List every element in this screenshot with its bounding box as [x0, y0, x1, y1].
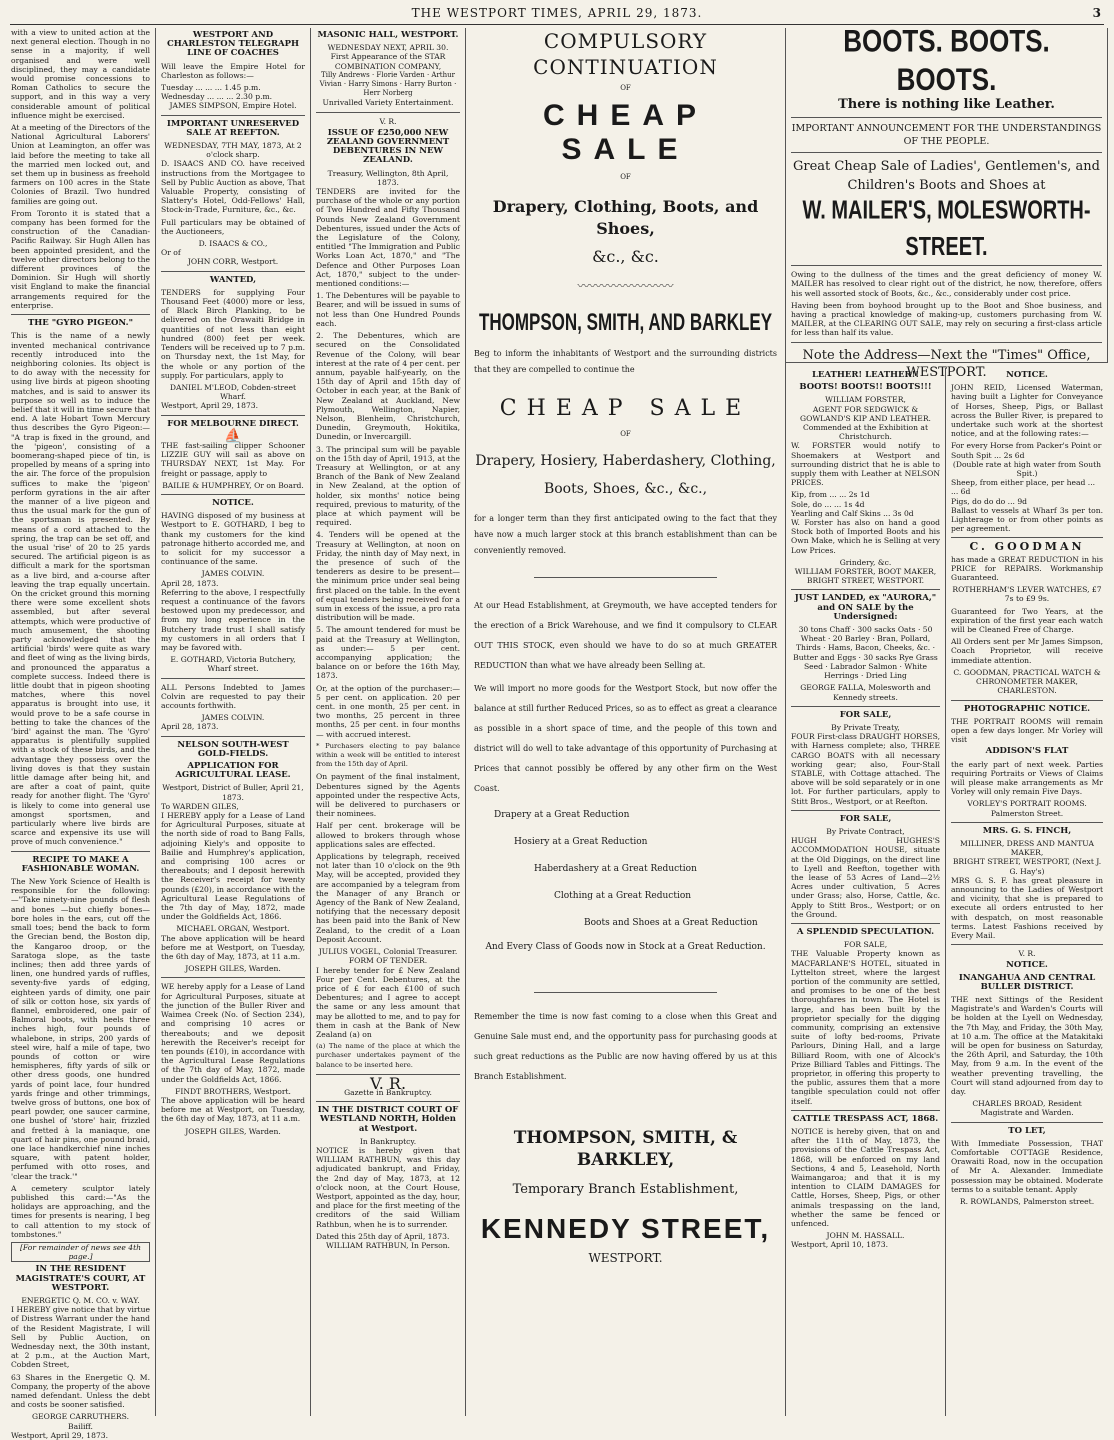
- ad-subtitle: By Private Contract,: [826, 826, 905, 836]
- condition: Or, at the option of the purchaser:— 5 per cent. on application. 20 per cent. in one month, 25 per cent. in two months, 25 percent in three months, 25 per cent. in four months — with accrued interest.: [316, 683, 460, 739]
- ad-signature: VORLEY'S PORTRAIT ROOMS. Palmerston Street.: [967, 799, 1087, 818]
- ad-body: THE fast-sailing clipper Schooner LIZZIE GUY will sail as above on THURSDAY NEXT, 1st May. For freight or passage, apply to: [161, 440, 305, 478]
- ad-subtitle: Grindery, &c.: [839, 557, 892, 567]
- ad-body: Referring to the above, I respectfully request a continuance of the favors bestowed upon my predecessor, and from my long experience in the Butchery trade trust I shall satisfy my customers in all orders that I may be favored with.: [161, 587, 305, 652]
- ad-heading: NOTICE.: [1006, 960, 1048, 971]
- rate-row: For every Horse from Packer's Point or South Spit ... 2s 6d: [951, 441, 1102, 460]
- ad-signature: WILLIAM RATHBUN, In Person.: [326, 1240, 450, 1250]
- ad-connector: OF: [620, 84, 631, 92]
- price-row: Sole, do ... ... 1s 4d: [791, 499, 865, 509]
- reduction-item: Drapery at a Great Reduction: [494, 809, 630, 820]
- ad-heading: FOR SALE,: [839, 813, 892, 824]
- ad-signature: FINDT BROTHERS, Westport.: [175, 1086, 291, 1096]
- ad-body: I hereby tender for £ New Zealand Four per Cent. Debentures, at the price of £ for each £100 of such Debentures; and I agree to accept the same or any less amount that may be allotted to me, and to pay for them in cash at the Bank of New Zealand (a) on: [316, 965, 460, 1039]
- ad-heading: Drapery, Clothing, Boots, and Shoes,: [492, 197, 759, 239]
- condition: 1. The Debentures will be payable to Bearer, and will be issued in sums of not less than One Hundred Pounds each.: [316, 291, 460, 328]
- ad-body: NOTICE is hereby given, that on and after the 11th of May, 1873, the provisions of the Cattle Trespass Act, 1868, will be enforced on my land Sections, 4 and 5, Leasehold, North Waimangaroa; and that it is my intention to CLAIM DAMAGES for Cattle, Horses, Sheep, Pigs, or other animals trespassing on the land, whether the same be fenced or unfenced.: [791, 1127, 940, 1229]
- ad-signature: R. ROWLANDS, Palmerston street.: [959, 1197, 1095, 1207]
- article-heading: RECIPE TO MAKE A FASHIONABLE WOMAN.: [21, 854, 140, 874]
- ad-date: WEDNESDAY, 7TH MAY, 1873, At 2 o'clock sharp.: [164, 141, 302, 160]
- ad-body: THE PORTRAIT ROOMS will remain open a few days longer. Mr Vorley will visit: [951, 716, 1103, 745]
- condition: 5. The amount tendered for must be paid at the Treasury at Wellington, as under:— 5 per cent. accompanying application; the balance on or before the 16th May, 1873.: [316, 625, 460, 681]
- column-cheap-sale-ad: [466, 28, 786, 1416]
- ad-heading: FOR SALE,: [839, 709, 892, 720]
- ad-signature: JAMES COLVIN.: [201, 569, 265, 579]
- royal-cipher: V. R.: [1018, 949, 1036, 959]
- ad-date: Westport, April 10, 1873.: [791, 1240, 889, 1250]
- ad-signature: D. ISAACS & CO.,: [198, 239, 268, 249]
- ad-heading: FOR MELBOURNE DIRECT.: [167, 418, 299, 429]
- signature: GEORGE CARRUTHERS.: [32, 1412, 129, 1422]
- ad-heading: CHEAP SALE: [499, 395, 752, 421]
- ad-heading: NOTICE.: [1006, 370, 1048, 380]
- firm-name: THOMPSON, SMITH, & BARKLEY,: [513, 1128, 738, 1171]
- ad-body: has made a GREAT REDUCTION in his PRICE for REPAIRS. Workmanship Guaranteed.: [951, 554, 1103, 583]
- ad-body: HUGH HUGHES'S ACCOMMODATION HOUSE, situate at the Old Diggings, on the direct line to Lyell and Reefton, together with the lease of 53 Acres of Land—2½ Acres under cultivation, 5 Acres under Grass; also, Horse, Cattle, &c. Apply to Stitt Bros., Westport; or on the Ground.: [791, 836, 940, 919]
- firm-name: THOMPSON, SMITH, AND BARKLEY: [478, 308, 773, 336]
- ad-heading: NOTICE.: [212, 497, 254, 508]
- ad-signature: JOHN CORR, Westport.: [187, 257, 279, 267]
- ad-text: Or of: [161, 248, 181, 258]
- price-row: Kip, from ... ... 2s 1d: [791, 490, 870, 500]
- reduction-item: Boots and Shoes at a Great Reduction: [584, 917, 758, 928]
- ad-heading: PHOTOGRAPHIC NOTICE.: [963, 703, 1091, 714]
- ad-heading: ISSUE OF £250,000 NEW ZEALAND GOVERNMENT DEBENTURES IN NEW ZEALAND.: [326, 127, 450, 166]
- ad-body: ALL Persons Indebted to James Colvin are requested to pay their accounts forthwith.: [161, 682, 305, 710]
- ad-heading: INANGAHUA AND CENTRAL BULLER DISTRICT.: [958, 972, 1096, 992]
- ad-heading: C. GOODMAN: [969, 540, 1085, 554]
- ad-body: At our Head Establishment, at Greymouth, we have accepted tenders for the erection of a Brick Warehouse, and we find it compulsory to CLEAR OUT THIS STOCK, even should we have to do so at much GREATER REDUCTION than what we have already been Selling at.: [474, 600, 777, 670]
- decorative-rule-icon: 〰〰〰〰〰〰〰〰: [577, 279, 674, 294]
- ad-body: the early part of next week. Parties requiring Portraits or Views of Claims will please make arrangements as Mr Vorley will only remain Five Days.: [951, 759, 1103, 797]
- ad-signature: JULIUS VOGEL, Colonial Treasurer.: [318, 947, 458, 957]
- ad-signature: BAILIE & HUMPHREY, Or on Board.: [162, 480, 304, 490]
- condition-note: * Purchasers electing to pay balance within a week will be entitled to interest from the 15th day of April.: [316, 741, 460, 769]
- reduction-item: Clothing at a Great Reduction: [554, 890, 692, 901]
- ad-heading: CATTLE TRESPASS ACT, 1868.: [792, 1113, 939, 1124]
- ad-heading: A SPLENDID SPECULATION.: [796, 926, 935, 937]
- ad-signature: WILLIAM FORSTER, BOOT MAKER, BRIGHT STREET, WESTPORT.: [794, 567, 937, 586]
- ad-body: THE Valuable Property known as MACFARLANE'S HOTEL, situated in Lyttelton street, where the largest portion of the community are settled, and promises to be one of the best thoroughfares in town. The Hotel is large, and has been built by the proprietor specially for the digging community, comprising an extensive suite of lofty bed-rooms, Private Parlours, Dining Hall, and a large Billiard Room, with one of Alcock's Prize Billiard Tables and Fittings. The proprietor, in offering this property to the public, assures them that a more tangible speculation could not offer itself.: [791, 949, 940, 1106]
- ad-name: WILLIAM FORSTER,: [825, 395, 906, 405]
- ad-heading: BOOTS! BOOTS!! BOOTS!!!: [799, 382, 932, 393]
- ad-body: Guaranteed for Two Years, at the expiration of the first year each watch will be Cleaned Free of Charge.: [951, 606, 1103, 635]
- rate-row: Ballast to vessels at Wharf 3s per ton. Lighterage to or from other points as per agreement.: [951, 505, 1103, 534]
- rate-row: (Double rate at high water from South Spit.): [952, 459, 1102, 479]
- price-row: Yearling and Calf Skins ... 3s 0d: [791, 508, 914, 518]
- ad-heading: IMPORTANT ANNOUNCEMENT FOR THE UNDERSTANDINGS OF THE PEOPLE.: [791, 123, 1102, 148]
- ad-heading: MRS. G. S. FINCH,: [982, 825, 1072, 836]
- royal-cipher: V. R.: [369, 1073, 407, 1093]
- column-ads-1: [156, 28, 311, 1416]
- ad-signature: MICHAEL ORGAN, Westport.: [176, 924, 290, 934]
- ad-heading: WESTPORT AND CHARLESTON TELEGRAPH LINE OF COACHES: [166, 30, 300, 59]
- ad-heading: BOOTS. BOOTS. BOOTS.: [843, 22, 1050, 98]
- ad-subtitle: Commended at the Exhibition at Christchurch.: [802, 423, 928, 442]
- ad-body: Will leave the Empire Hotel for Charleston as follows:—: [161, 61, 305, 80]
- ad-body: All Orders sent per Mr James Simpson, Coach Proprietor, will receive immediate attention.: [951, 637, 1103, 665]
- ad-body: We will import no more goods for the Westport Stock, but now offer the balance at still further Reduced Prices, so as to effect as great a clearance as possible in a short space of time, and the people of this town and district will do well to take advantage of this opportunity of Purchasing at Prices that cannot possibly be offered by any other firm on the West Coast.: [474, 683, 777, 793]
- ad-heading: WANTED,: [209, 274, 257, 285]
- article-body: A cemetery sculptor lately published this card:—"As the holidays are approaching, and the times for presents is nearing, I beg to call attention to my stock of tombstones.": [11, 1183, 150, 1239]
- ad-signature: GEORGE FALLA, Molesworth and Kennedy streets.: [800, 683, 931, 702]
- ad-subtitle: MILLINER, DRESS AND MANTUA MAKER,: [960, 838, 1094, 858]
- ad-heading: IMPORTANT UNRESERVED SALE AT REEFTON.: [166, 118, 300, 138]
- cast-list: Tilly Andrews · Florie Varden · Arthur Vivian · Harry Simons · Harry Burton · Herr Norberg: [319, 70, 457, 98]
- condition: 4. Tenders will be opened at the Treasury at Wellington, at noon on Friday, the ninth day of May next, in the presence of such of the tenderers as desire to be present—the minimum price under seal being first placed on the table. In the event of equal tenders being received for a sum in excess of the issue, a pro rata distribution will be made.: [316, 530, 460, 623]
- ad-tagline: Unrivalled Variety Entertainment.: [322, 98, 454, 108]
- condition: Half per cent. brokerage will be allowed to brokers through whose applications sales are effected.: [316, 821, 460, 849]
- ad-body: W. Forster has also on hand a good Stock both of Imported Boots and his Own Make, which he is Selling at very Low Prices.: [791, 518, 940, 555]
- royal-cipher: V. R.: [379, 116, 397, 126]
- continuation-note: [For remainder of news see 4th page.]: [11, 1242, 150, 1262]
- address-street: KENNEDY STREET,: [480, 1213, 771, 1245]
- ad-heading: ADDISON'S FLAT: [985, 746, 1069, 757]
- condition: Applications by telegraph, received not later than 10 o'clock on the 9th May, will be accepted, provided they are accompanied by a telegram from the Manager of any Branch or Agency of the Bank of New Zealand, notifying that the necessary deposit has been paid into the Bank of New Zealand, to the credit of a Loan Deposit Account.: [316, 852, 460, 944]
- news-para: From Toronto it is stated that a company has been formed for the construction of the Canadian-Pacific Railway. Sir Hugh Allen has been appointed president, and the twelve other directors belong to the different provinces of the Dominion. Sir Hugh will shortly visit England to make the financial arrangements required for the enterprise.: [11, 208, 150, 310]
- ad-body: THE next Sittings of the Resident Magistrate's and Warden's Courts will be holden at the Lyell on Wednesday, the 7th May, and Friday, the 30th May, at 10 a.m. The office at the Matakitaki will be open for business on Saturday, the 26th April, and Saturday, the 10th May, from 9 a.m. In the event of the weather preventing travelling, the Court will stand adjourned from day to day.: [951, 994, 1103, 1097]
- goods-list: 30 tons Chaff · 300 sacks Oats · 50 Wheat · 20 Barley · Bran, Pollard, Thirds · Hams, Bacon, Cheeks, &c. · Butter and Eggs · 30 sacks Rye Grass Seed · Labrador Salmon · White Herrings · Dried Ling: [793, 625, 938, 681]
- ad-heading: MASONIC HALL, WESTPORT.: [317, 30, 459, 40]
- ad-subtitle: AGENT FOR SEDGWICK & GOWLAND'S KIP AND LEATHER.: [800, 404, 931, 423]
- ad-signature: DANIEL M'LEOD, Cobden-street Wharf.: [169, 382, 297, 402]
- notice-heading: IN THE RESIDENT MAGISTRATE'S COURT, AT WESTPORT.: [15, 1264, 146, 1293]
- ad-heading: Note the Address—Next the "Times" Office, WESTPORT.: [802, 347, 1091, 380]
- ad-subheading: In Bankruptcy.: [359, 1136, 417, 1146]
- ad-body: The above application will be heard before me at Westport, on Tuesday, the 6th day of May, 1873, at 11 a.m.: [161, 1095, 305, 1124]
- ad-body: The above application will be heard before me at Westport, on Tuesday, the 6th day of May, 1873, at 11 a.m.: [161, 933, 305, 962]
- ad-body: First Appearance of the STAR COMBINATION COMPANY,: [330, 52, 446, 71]
- masthead-title: THE WESTPORT TIMES, APRIL 29, 1873.: [411, 6, 703, 20]
- ad-heading: IN THE DISTRICT COURT OF WESTLAND NORTH, Holden at Westport.: [317, 1105, 459, 1134]
- condition: On payment of the final instalment, Debentures signed by the Agents appointed under the respective Acts, will be delivered to purchasers or their nominees.: [316, 772, 460, 819]
- ad-body: for a longer term than they first anticipated owing to the fact that they have now a much larger stock at this branch establishment than can be conveniently removed.: [474, 513, 777, 555]
- signature-title: Bailiff.: [68, 1421, 93, 1431]
- ad-date: WEDNESDAY NEXT, APRIL 30.: [327, 43, 449, 53]
- column-news: [6, 28, 156, 1440]
- notice-body: 63 Shares in the Energetic Q. M. Company, the property of the above named defendant. Unless the debt and costs be sooner satisfied.: [11, 1372, 150, 1410]
- ad-heading: &c., &c.: [592, 247, 659, 267]
- ad-subheading: Temporary Branch Establishment,: [512, 1182, 739, 1198]
- ad-date: Westport, April 29, 1873.: [161, 401, 259, 411]
- reduction-list: [474, 802, 777, 937]
- shop-name: W. MAILER'S, MOLESWORTH-STREET.: [802, 196, 1091, 262]
- column-ads-4: [946, 368, 1108, 1416]
- news-para: with a view to united action at the next general election. Though in no sense in a majority, if well organised and were well disciplined, they may a candidate would promise concessions to Roman Catholics to secure the support, and in this way a very considerable amount of political influence might be exercised.: [11, 28, 150, 120]
- ad-subtitle: By Private Treaty,: [831, 722, 900, 732]
- ad-heading: Drapery, Hosiery, Haberdashery, Clothing, Boots, Shoes, &c., &c.,: [475, 452, 776, 497]
- ad-body: Full particulars may be obtained of the Auctioneers,: [161, 217, 305, 236]
- address-town: WESTPORT.: [588, 1251, 663, 1266]
- ad-subtitle: FOR SALE,: [843, 940, 888, 950]
- ad-body: WE hereby apply for a Lease of Land for Agricultural Purposes, situate at the junction of the Buller River and Waimea Creek (No. of Section 234), and comprising 10 acres or thereabouts; and we deposit herewith the Receiver's receipt for ten pounds (£10), in accordance with the Agricultural Lease Regulations of the 7th day of May, 1872, made under the Goldfields Act, 1866.: [161, 982, 305, 1084]
- ad-date: April 28, 1873.: [161, 578, 219, 588]
- ad-signature: C. GOODMAN, PRACTICAL WATCH & CHRONOMETER MAKER, CHARLESTON.: [953, 667, 1101, 696]
- form-heading: FORM OF TENDER.: [348, 956, 428, 966]
- ad-location: Treasury, Wellington, 8th April, 1873.: [327, 168, 449, 187]
- notice-date: Westport, April 29, 1873.: [11, 1430, 109, 1440]
- ad-heading: COMPULSORY CONTINUATION: [533, 29, 718, 79]
- ad-heading: Great Cheap Sale of Ladies', Gentlemen's, and Children's Boots and Shoes at: [793, 159, 1100, 194]
- ad-signature: JOHN M. HASSALL.: [826, 1231, 905, 1241]
- ad-body: ROTHERHAM'S LEVER WATCHES, £7 7s to £9 9s.: [952, 585, 1102, 604]
- reduction-item: And Every Class of Goods now in Stock at a Great Reduction.: [485, 941, 766, 952]
- ad-heading: There is nothing like Leather.: [838, 97, 1055, 112]
- ad-heading: NELSON SOUTH-WEST GOLD-FIELDS.: [177, 739, 289, 759]
- news-para: At a meeting of the Directors of the National Agricultural Laborers' Union at Leamington, an offer was laid before the meeting to take all the married men locked out, and set them up in business as freehold farmers on 100 acres in the State Colonies of Brazil. Two hundred families are going out.: [11, 123, 150, 206]
- ad-heading: CHEAP SALE: [542, 99, 708, 167]
- article-heading: THE "GYRO PIGEON.": [27, 318, 134, 329]
- notice-body: I HEREBY give notice that by virtue of Distress Warrant under the hand of the Resident Magistrate, I will Sell by Public Auction, on Wednesday next, the 30th instant, at 2 p.m., at the Auction Mart, Cobden Street,: [11, 1305, 150, 1370]
- ad-signature: CHARLES BROAD, Resident Magistrate and Warden.: [972, 1099, 1082, 1118]
- ad-body: MRS G. S. F. has great pleasure in announcing to the Ladies of Westport and vicinity, that she is prepared to execute all orders entrusted to her with despatch, on most reasonable terms. Latest Fashions received by Every Mail.: [951, 875, 1103, 940]
- ad-signature: JAMES SIMPSON, Empire Hotel.: [169, 101, 297, 111]
- ad-signature: JOSEPH GILES, Warden.: [185, 1126, 281, 1136]
- ad-address: BRIGHT STREET, WESTPORT, (Next J. G. Hay's): [952, 857, 1102, 876]
- ad-body: NOTICE is hereby given that WILLIAM RATHBUN, was this day adjudicated bankrupt, and Friday, the 2nd day of May, 1873, at 12 o'clock noon, at the Court House, Westport, appointed as the day, hour, and place for the first meeting of the creditors of the said William Rathbun, when he is to surrender.: [316, 1145, 460, 1229]
- rate-row: Sheep, from either place, per head ... ... 6d: [951, 478, 1096, 497]
- timetable-row: Wednesday ... ... ... 2.30 p.m.: [161, 92, 273, 102]
- ad-signature: JOSEPH GILES, Warden.: [185, 964, 281, 974]
- ad-heading: JUST LANDED, ex "AURORA," and ON SALE by the Undersigned:: [794, 593, 937, 622]
- column-ads-3: [786, 368, 946, 1416]
- ad-body: Beg to inform the inhabitants of Westport and the surrounding districts that they are compelled to continue the: [474, 348, 777, 374]
- ad-body: I HEREBY apply for a Lease of Land for Agricultural Purposes, situate at the north side of road to Bang Falls, adjoining Kiely's and opposite to Bailie and Humphrey's application, and comprising 100 acres or thereabouts; and I deposit herewith the Receiver's receipt for twenty pounds (£20), in accordance with the Agricultural Lease Regulations of the 7th day of May, 1872, made under the Goldfields Act, 1866.: [161, 811, 305, 922]
- ad-body: Owing to the dullness of the times and the great deficiency of money W. MAILER has resolved to clear right out of the district, he now, therefore, offers his well assorted stock of Boots, &c., &c., considerably under cost price.: [791, 270, 1102, 298]
- ad-signature: JAMES COLVIN.: [201, 713, 265, 723]
- ad-connector: OF: [620, 429, 631, 438]
- column-ads-2: [311, 28, 466, 1416]
- ad-body: JOHN REID, Licensed Waterman, having built a Lighter for Conveyance of Horses, Sheep, Pigs, or Ballast across the Buller River, is prepared to undertake such work at the shortest notice, and at the following rates:—: [951, 383, 1103, 439]
- ad-date: Dated this 25th day of April, 1873.: [316, 1231, 450, 1241]
- ad-body: With Immediate Possession, THAT Comfortable COTTAGE Residence, Orawaiti Road, now in the occupation of Mr A. Alexander. Immediate possession may be obtained. Moderate terms to a suitable tenant. Apply: [951, 1138, 1103, 1194]
- ad-body: W. FORSTER would notify to Shoemakers at Westport and surrounding district that he is able to supply them with Leather at NELSON PRICES.: [791, 441, 940, 488]
- ad-heading: APPLICATION FOR AGRICULTURAL LEASE.: [175, 761, 291, 781]
- condition: 3. The principal sum will be payable on the 15th day of April, 1913, at the Treasury at Wellington, or at any Branch of the Bank of New Zealand in New Zealand, at the option of holder, six months' notice being required, previous to maturity, of the place at which payment will be required.: [316, 444, 460, 528]
- ad-signature: E. GOTHARD, Victoria Butchery, Wharf street.: [170, 655, 296, 674]
- page-number: 3: [1092, 6, 1102, 20]
- ad-body: Having been from boyhood brought up to the Boot and Shoe business, and having a practical knowledge of making-up, customers purchasing from W. MAILER, at the CLEARING OUT SALE, may rely on securing a first-class article for less than half its value.: [791, 300, 1102, 338]
- ad-body: TENDERS are invited for the purchase of the whole or any portion of Two Hundred and Fifty Thousand Pounds New Zealand Government Debentures, issued under the Acts of the Legislature of the Colony, entitled "The Immigration and Public Works Loan Act, 1870," and "The Defence and Other Purposes Loan Act, 1870," subject to the under-mentioned conditions:—: [316, 187, 460, 289]
- timetable-row: Tuesday ... ... ... 1.45 p.m.: [161, 83, 261, 93]
- condition: 2. The Debentures, which are secured on the Consolidated Revenue of the Colony, will bear interest at the rate of 4 per cent. per annum, payable half-yearly, on the 15th day of April and 15th day of October in each year, at the Bank of New Zealand at Auckland, New Plymouth, Wellington, Napier, Nelson, Blenheim, Christchurch, Dunedin, Greymouth, Hokitika, Dunedin, or Invercargill.: [316, 331, 460, 442]
- ship-icon: ⛵: [224, 427, 242, 444]
- footnote: (a) The name of the place at which the purchaser undertakes payment of the balance to be inserted here.: [316, 1042, 460, 1069]
- ad-body: Remember the time is now fast coming to a close when this Great and Genuine Sale must end, and the opportunity pass for purchasing goods at such great reductions as the Public are now having offered by us at this Branch Establishment.: [474, 1012, 777, 1082]
- rate-row: Pigs, do do do ... 9d: [951, 496, 1028, 506]
- case-title: ENERGETIC Q. M. CO. v. WAY.: [21, 1296, 140, 1306]
- ad-addressee: To WARDEN GILES,: [161, 801, 239, 811]
- ad-body: HAVING disposed of my business at Westport to E. GOTHARD, I beg to thank my customers for the kind patronage hitherto accorded me, and to solicit for my successor a continuance of the same.: [161, 511, 305, 567]
- reduction-item: Haberdashery at a Great Reduction: [534, 863, 697, 874]
- article-body: The New York Science of Health is responsible for the following:—"Take ninety-nine pounds of flesh and bones —but chiefly bones—bore holes in the ears, cut off the small toes; bend the back to form the Grecian bend, the Boston dip, the Kangaroo droop, or the Saratoga slope, as the taste inclines; then add three yards of linen, one hundred yards of ruffles, seventy-five yards of edging, eighteen yards of dimity, one pair of silk or cotton hose, six yards of flannel, embroidered, one pair of Balmoral boots, with heels three inches high, four pounds of whalebone, in strips, 200 yards of steel wire, half a mile of tape, two pounds of cotton or wire hemispheres, fifty yards of silk or other dress goods, one hundred yards of point lace, four hundred yards fringe and other trimmings, twelve gross of buttons, one box of pearl powder, one saucer carmine, one bushel of 'store' hair, frizzled and fretted à la maniaque, one quart of hair pins, one pound braid, one lace handkerchief nine inches square, with patent holder, perfumed with otto roses, and 'clear the track.'": [11, 877, 150, 1181]
- ad-body: D. ISAACS AND CO. have received instructions from the Mortgagee to Sell by Public Auction as above, That Valuable Property, consisting of Slattery's Hotel, Odd-Fellows' Hall, Stock-in-Trade, Furniture, &c., &c.: [161, 159, 305, 215]
- ad-date: April 28, 1873.: [161, 722, 219, 732]
- ad-body: FOUR First-class DRAUGHT HORSES, with Harness complete; also, THREE CARGO BOATS with all necessary working gear; also, Four-Stall STABLE, with Cottage attached. The above will be sold separately or in one lot. For further particulars, apply to Stitt Bros., Westport, or at Reefton.: [791, 732, 940, 806]
- article-body: This is the name of a newly invented mechanical contrivance recently introduced into the neighboring colonies. Its object is to do away with the necessity for using live birds at pigeon shooting matches, and is said to answer its purpose so well as to induce the belief that it will in time secure that end. A late Hobart Town Mercury thus describes the Gyro Pigeon:— "A trap is fixed in the ground, and the 'pigeon', consisting of a boomerang-shaped piece of tin, is propelled by means of a spring into the air. The force of the propulsion suffices to make the 'pigeon' perform gyrations in the air after the manner of a live pigeon and thus the usual mark for the gun of the sportsman is presented. By means of a cord attached to the spring, the trap can be set off, and the usual 'rise' of 20 to 25 yards secured. The artificial pigeon is as difficult a mark for the sportsman as a live bird, and a-course after leaving the trap equally uncertain. On the cricket ground this morning there were some excellent shots assembled, but after several attempts, which were productive of much amusement, the shooting party acknowledged that the artificial 'birds' were quite as wary and fleet of wing as the living birds, and pronounced the apparatus a complete success. Indeed there is little doubt that in pigeon shooting matches, where this novel apparatus is brought into use, it would prove to be a safe course in betting to take the chances of the 'bird' against the man. The 'Gyro' apparatus is plentifully supplied with a stock of these birds, and the advantage they possess over the living doves is that they sustain little damage after being hit, and are after a coat of paint, quite ready for another flight. The 'Gyro' is likely to come into general use amongst sportsmen, and particularly where live birds are scarce and expensive its use will prove of much convenience.": [11, 331, 150, 847]
- ad-body: TENDERS for supplying Four Thousand Feet (4000) more or less, of Black Birch Planking, to be delivered on the Orawaiti Bridge in quantities of not less than eight hundred (800) feet per week. Tenders will be received up to 7 p.m. on Thursday next, the 1st May, for the whole or any portion of the supply. For particulars, apply to: [161, 287, 305, 380]
- reduction-item: Hosiery at a Great Reduction: [514, 836, 648, 847]
- ad-connector: OF: [620, 173, 631, 182]
- ad-date: Westport, District of Buller, April 21, 1873.: [162, 783, 304, 802]
- ad-heading: LEATHER! LEATHER!!: [811, 370, 920, 380]
- ad-heading: TO LET,: [1008, 1125, 1046, 1136]
- gazette-title: Gazette in Bankruptcy.: [344, 1087, 432, 1097]
